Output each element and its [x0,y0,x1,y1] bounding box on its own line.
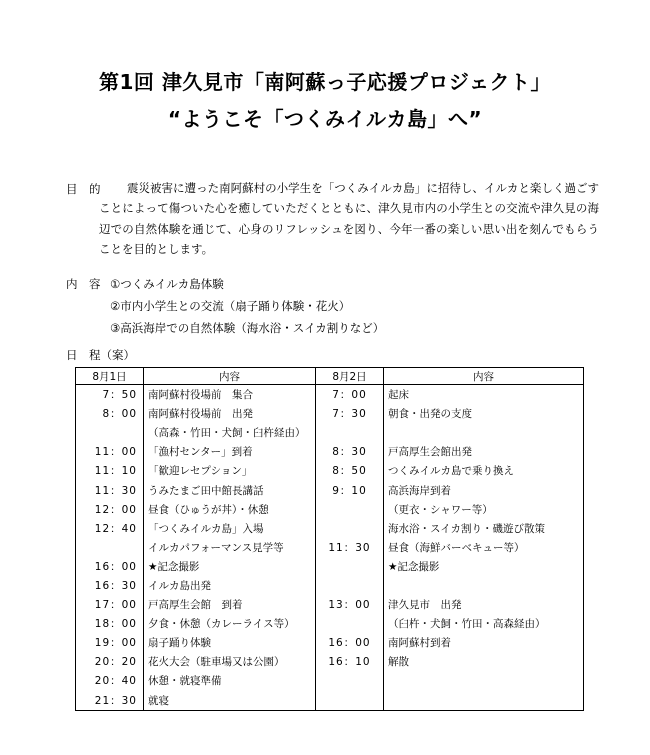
day1-activity: 夕食・休憩（カレーライス等） [144,614,316,633]
header-content2: 内容 [384,368,584,385]
day1-time: 16：30 [76,576,144,595]
day2-activity [384,576,584,595]
day2-time: 7：30 [316,404,384,423]
table-row [76,652,584,671]
day2-activity: つくみイルカ島で乗り換え [384,461,584,480]
day1-activity: 扇子踊り体験 [144,633,316,652]
day2-activity: 高浜海岸到着 [384,480,584,499]
day1-activity: 「つくみイルカ島」入場 [144,519,316,538]
day2-activity: （更衣・シャワー等） [384,500,584,519]
table-row [76,614,584,633]
content-item: ①つくみイルカ島体験 [110,277,224,291]
day1-activity: （高森・竹田・犬飼・臼杵経由） [144,423,316,442]
header-day1: 8月1日 [76,368,144,385]
day2-time: 8：50 [316,461,384,480]
day2-time [316,557,384,576]
day1-activity: ★記念撮影 [144,557,316,576]
day1-time: 18：00 [76,614,144,633]
day2-time: 16：10 [316,652,384,671]
day1-activity: イルカパフォーマンス見学等 [144,538,316,557]
day2-activity [384,423,584,442]
day1-time: 21：30 [76,691,144,711]
day2-time: 13：00 [316,595,384,614]
day2-time [316,423,384,442]
page-title: 第1回 津久見市「南阿蘇っ子応援プロジェクト」 [99,70,551,94]
day2-time [316,500,384,519]
day2-time [316,691,384,711]
day2-activity: 朝食・出発の支度 [384,404,584,423]
day1-activity: 「歓迎レセプション」 [144,461,316,480]
day2-time: 8：30 [316,442,384,461]
table-row [76,576,584,595]
day2-activity: 起床 [384,385,584,405]
table-row [76,671,584,690]
day2-time [316,671,384,690]
day2-activity: 解散 [384,652,584,671]
table-row [76,595,584,614]
table-row [76,442,584,461]
day1-time: 7：50 [76,385,144,405]
day2-activity: 昼食（海鮮バーベキュー等） [384,538,584,557]
table-row [76,519,584,538]
table-row [76,500,584,519]
day1-time: 16：00 [76,557,144,576]
day2-activity [384,671,584,690]
contents-label: 内 容 [66,277,101,291]
header-content1: 内容 [144,368,316,385]
day1-activity: 就寝 [144,691,316,711]
table-row [76,480,584,499]
day1-time: 20：20 [76,652,144,671]
day1-time: 11：00 [76,442,144,461]
day1-activity: 休憩・就寝準備 [144,671,316,690]
day1-time: 8：00 [76,404,144,423]
table-row [76,538,584,557]
day2-time: 11：30 [316,538,384,557]
table-row [76,461,584,480]
table-row [76,557,584,576]
day1-activity: うみたまご田中館長講話 [144,480,316,499]
day1-time: 20：40 [76,671,144,690]
schedule-table [75,367,584,711]
day1-activity: 戸高厚生会館 到着 [144,595,316,614]
day1-activity: イルカ島出発 [144,576,316,595]
day2-activity: 戸高厚生会館出発 [384,442,584,461]
header-day2: 8月2日 [316,368,384,385]
day2-time [316,576,384,595]
day2-time: 16：00 [316,633,384,652]
day2-time [316,614,384,633]
day1-activity: 昼食（ひゅうが丼）・休憩 [144,500,316,519]
day2-activity: 海水浴・スイカ割り・磯遊び散策 [384,519,584,538]
table-row [76,385,584,405]
day1-activity: 南阿蘇村役場前 出発 [144,404,316,423]
day1-time: 11：10 [76,461,144,480]
content-item: ③高浜海岸での自然体験（海水浴・スイカ割りなど） [110,321,385,335]
day1-time: 19：00 [76,633,144,652]
schedule-label: 日 程（案） [66,348,135,362]
day1-activity: 花火大会（駐車場又は公園） [144,652,316,671]
day2-activity [384,691,584,711]
day2-activity: 津久見市 出発 [384,595,584,614]
day2-time [316,519,384,538]
day1-time [76,423,144,442]
day2-activity: ★記念撮影 [384,557,584,576]
day1-activity: 南阿蘇村役場前 集合 [144,385,316,405]
day2-activity: （臼杵・犬飼・竹田・高森経由） [384,614,584,633]
day1-time: 11：30 [76,480,144,499]
purpose-label: 目 的 [66,182,101,196]
content-item: ②市内小学生との交流（扇子踊り体験・花火） [110,299,351,313]
table-row [76,404,584,423]
day1-time: 17：00 [76,595,144,614]
table-row [76,633,584,652]
table-row [76,691,584,711]
day1-time [76,538,144,557]
table-row [76,423,584,442]
day2-activity: 南阿蘇村到着 [384,633,584,652]
day1-time: 12：40 [76,519,144,538]
day1-time: 12：00 [76,500,144,519]
purpose-text: 震災被害に遭った南阿蘇村の小学生を「つくみイルカ島」に招待し、イルカと楽しく過ごすことによって傷ついた心を癒していただくとともに、津久見市内の小学生との交流や津久見の海辺での自然体験を通じて、心身のリフレッシュを図り、今年一番の楽しい思い出を刻んでもらうことを目的とします。 [99,181,599,256]
page-subtitle: “ようこそ「つくみイルカ島」へ” [167,107,483,131]
day2-time: 9：10 [316,480,384,499]
day1-activity: 「漁村センター」到着 [144,442,316,461]
day2-time: 7：00 [316,385,384,405]
schedule-header-row [76,368,584,385]
